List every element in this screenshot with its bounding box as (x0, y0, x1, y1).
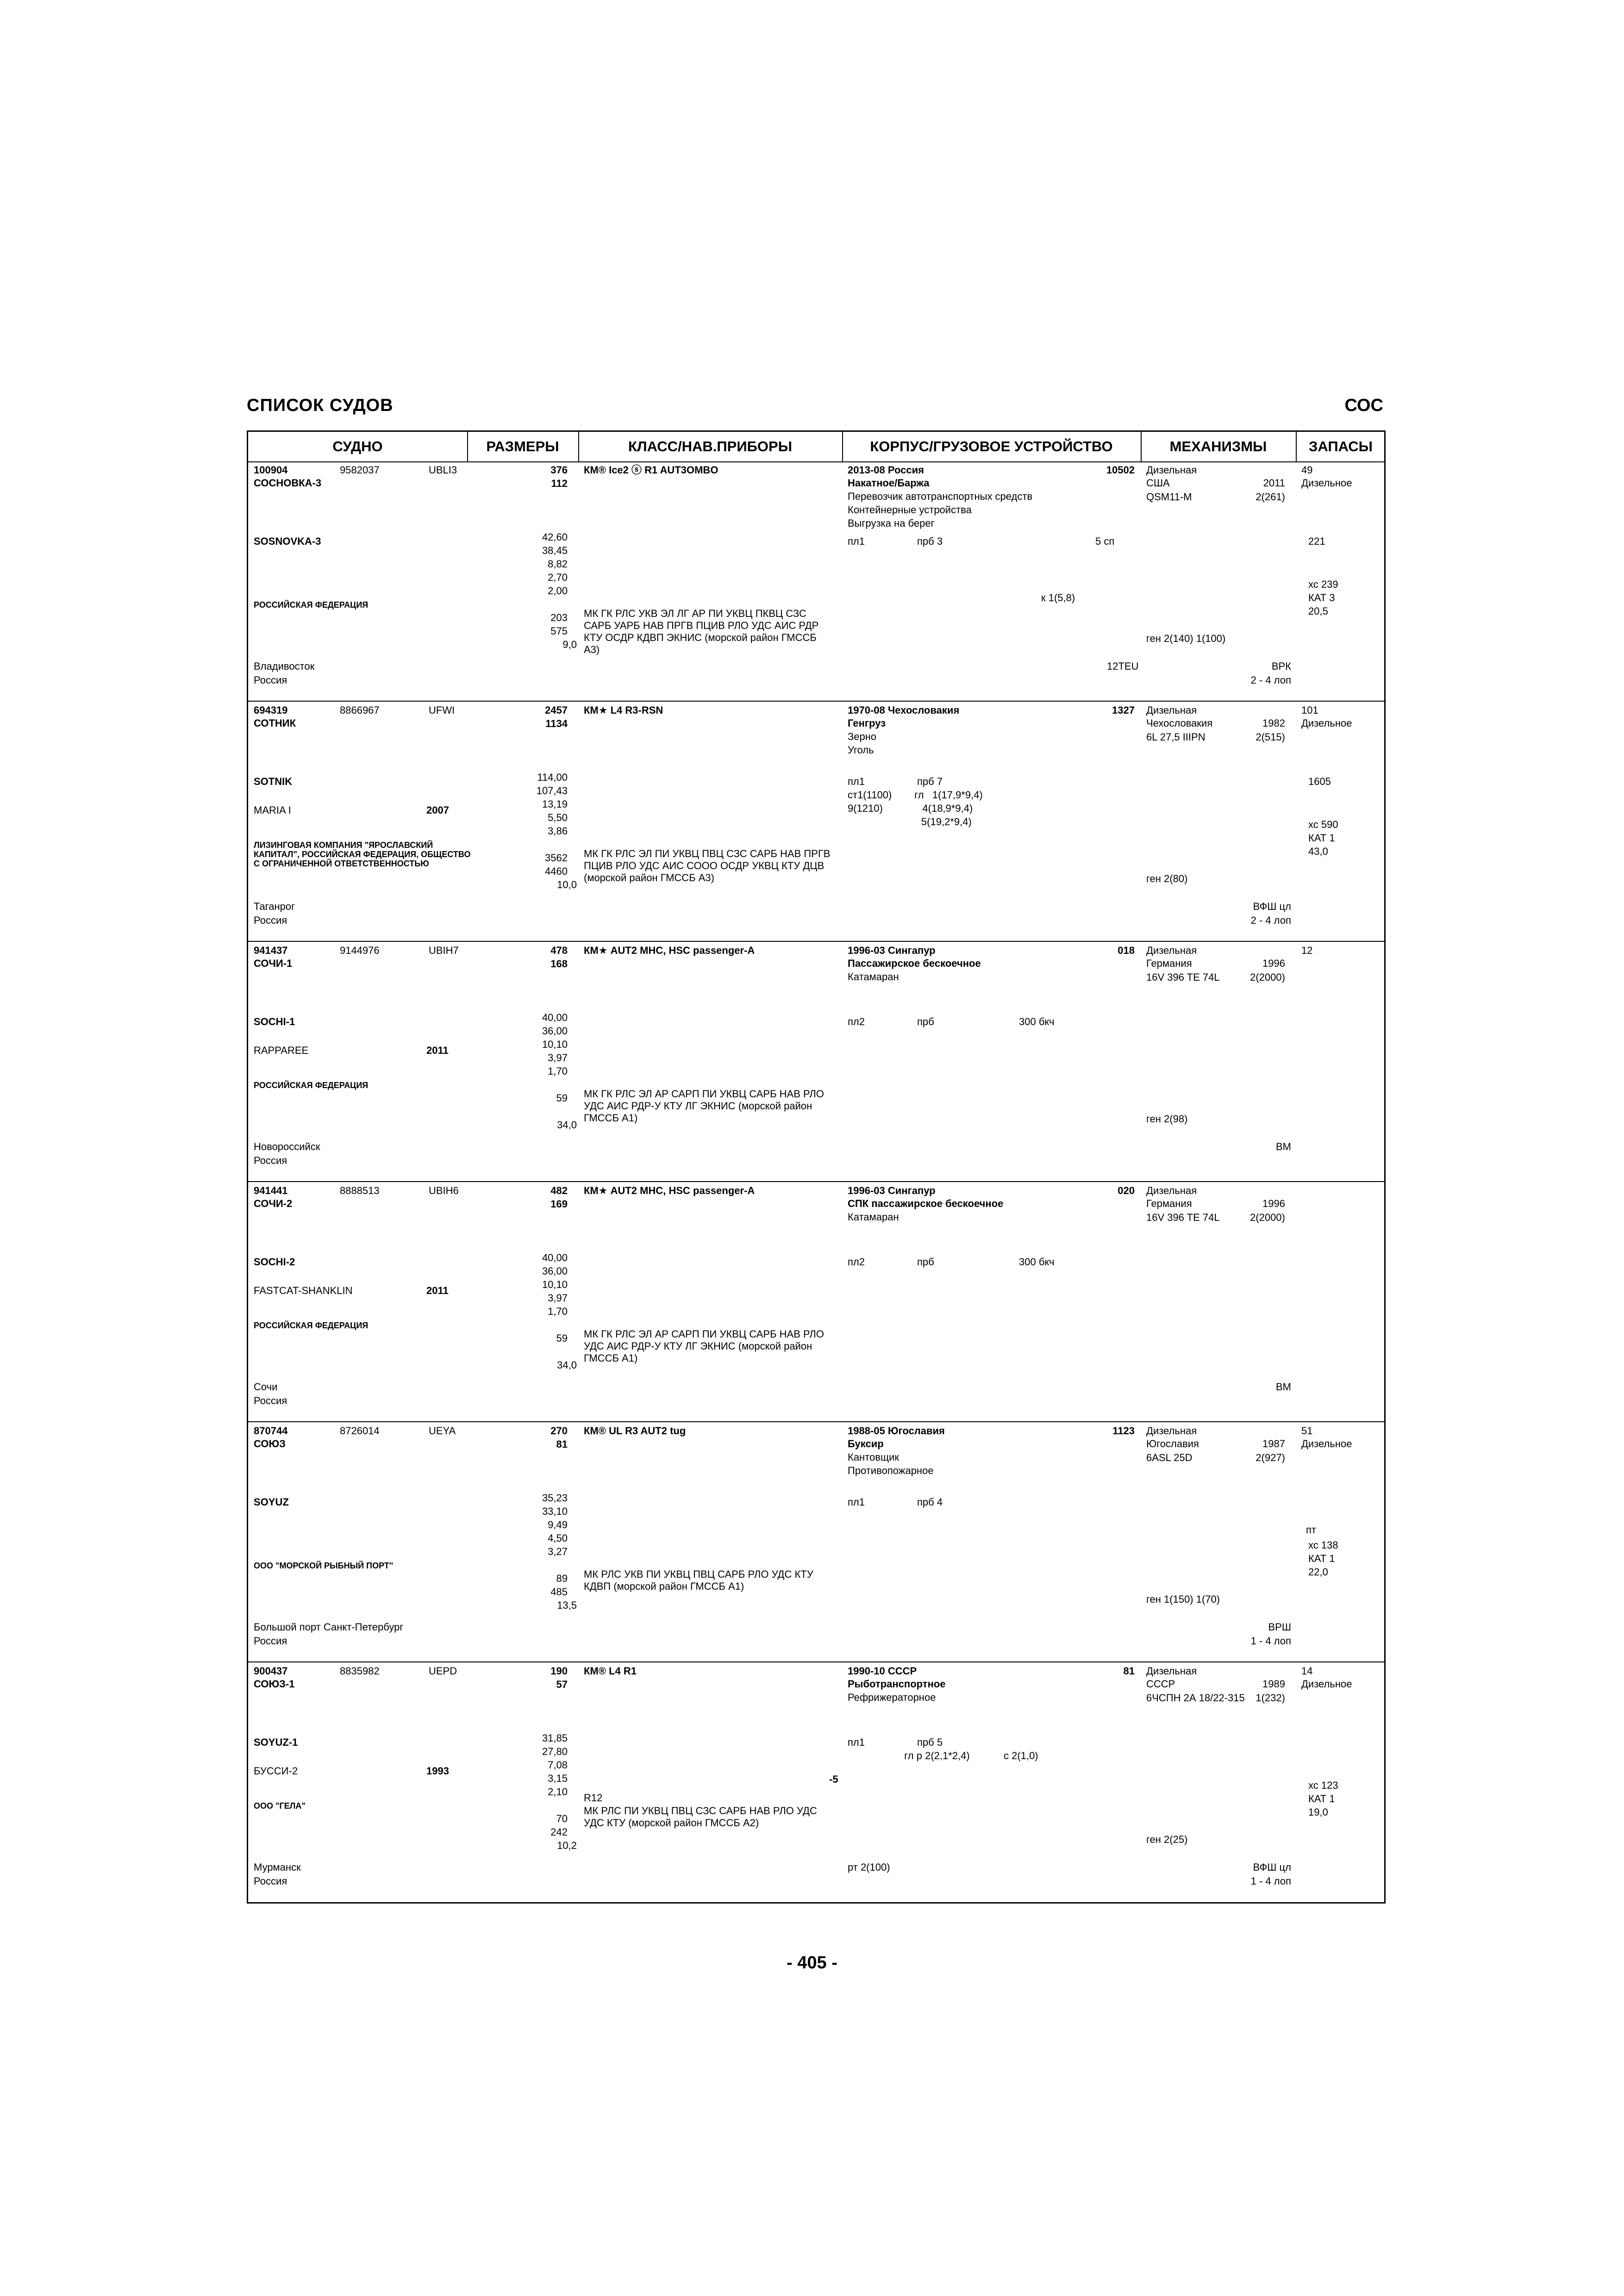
build-info: 1996-03 Сингапур (848, 1185, 936, 1196)
engine-model: 16V 396 TE 74L (1146, 971, 1220, 983)
nav-equipment: МК ГК РЛС ЭЛ ПИ УКВЦ ПВЦ СЗС САРБ НАВ ПРГВ ПЦИВ РЛО УДС АИС СООО ОСДР УКВЦ КТУ ДЦВ (морской район ГМССБ А3) (584, 848, 831, 884)
home-port: Таганрог (254, 901, 295, 912)
engine-country: Германия (1146, 1198, 1192, 1209)
imo-number: 8835982 (340, 1665, 380, 1677)
generators: ген 2(25) (1146, 1834, 1188, 1845)
col-header-hull: КОРПУС/ГРУЗОВОЕ УСТРОЙСТВО (870, 438, 1113, 454)
col-header-machinery: МЕХАНИЗМЫ (1169, 438, 1267, 454)
former-name-year: 2011 (426, 1045, 449, 1056)
propeller-blades: 1 - 4 лоп (1250, 1635, 1291, 1647)
class-notation: КМ® L4 R1 (584, 1665, 637, 1677)
engine-year: 1982 (1262, 717, 1285, 729)
generators: ген 2(98) (1146, 1113, 1188, 1125)
nav-equipment: МК ГК РЛС ЭЛ АР САРП ПИ УКВЦ САРБ НАВ РЛО УДС АИС РДР-У КТУ ЛГ ЭКНИС (морской район ГМССБ А1) (584, 1088, 824, 1124)
flag-country: Россия (254, 1155, 287, 1166)
engine-model: 6ASL 25D (1146, 1452, 1193, 1463)
class-notation: КМ® Ice2 ⓢ R1 AUT3OMBO (584, 464, 718, 476)
dimension-value: 3,27 (548, 1546, 568, 1557)
cargo-deck: пл2 (848, 1016, 865, 1027)
owner: РОССИЙСКАЯ ФЕДЕРАЦИЯ (254, 600, 369, 610)
dimension-value: 203 (550, 612, 568, 623)
dimension-value: 31,85 (542, 1732, 568, 1744)
registry-number: 941437 (254, 945, 288, 956)
gross-tonnage: 1327 (1112, 704, 1135, 716)
hull-type: Противопожарное (848, 1465, 934, 1476)
category: КАТ 1 (1308, 1553, 1335, 1564)
dimension-value: 2,70 (548, 572, 568, 583)
hull-type: СПК пассажирское бескоечное (848, 1198, 1004, 1209)
dimension-value: 4460 (545, 865, 568, 877)
dimension-value: 10,0 (557, 879, 577, 890)
dimension-value: 376 (550, 464, 568, 476)
autonomy-range: хс 138 (1308, 1539, 1338, 1551)
home-port: Сочи (254, 1381, 278, 1393)
fuel-type: Дизельное (1301, 1678, 1352, 1690)
dimension-value: 34,0 (557, 1359, 577, 1371)
dimension-value: 34,0 (557, 1119, 577, 1131)
fuel-type: Дизельное (1301, 717, 1352, 729)
fuel-type: Дизельное (1301, 1438, 1352, 1450)
nav-equipment: МК ГК РЛС ЭЛ АР САРП ПИ УКВЦ САРБ НАВ РЛО УДС АИС РДР-У КТУ ЛГ ЭКНИС (морской район ГМССБ А1) (584, 1328, 824, 1364)
call-sign: UFWI (429, 704, 455, 716)
dimension-value: 114,00 (537, 772, 568, 783)
supply-capacity: 14 (1301, 1665, 1313, 1677)
call-sign: UEYA (429, 1425, 456, 1437)
dimension-value: 3,15 (548, 1773, 568, 1784)
cargo-deck: пл1 (848, 1496, 865, 1508)
col-header-class: КЛАСС/НАВ.ПРИБОРЫ (628, 438, 793, 454)
imo-number: 8866967 (340, 704, 380, 716)
engine-power: 2(2000) (1250, 971, 1285, 983)
dimension-value: 33,10 (542, 1506, 568, 1517)
cargo-holds: ст1(1100) гл 1(17,9*9,4) (848, 789, 983, 801)
dimension-value: 190 (550, 1665, 568, 1677)
engine-country: СССР (1146, 1678, 1175, 1690)
vessel-name: СОЮЗ (254, 1438, 286, 1450)
category: КАТ 3 (1308, 592, 1335, 604)
dimension-value: 70 (556, 1813, 568, 1824)
nav-equipment: МК ГК РЛС УКВ ЭЛ ЛГ АР ПИ УКВЦ ПКВЦ СЗС САРБ УАРБ НАВ ПРГВ ПЦИВ РЛО УДС АИС РДР КТУ ОСДР КДВП ЭКНИС (морской район ГМССБ А3) (584, 608, 819, 655)
cargo-cranes: к 1(5,8) (1041, 592, 1075, 604)
dimension-value: 2,00 (548, 585, 568, 597)
speed: 43,0 (1308, 846, 1328, 857)
registry-number: 694319 (254, 704, 288, 716)
cargo-hatches: прб 5 (917, 1736, 943, 1748)
cargo-hatches: прб (917, 1256, 934, 1268)
hull-type: Катамаран (848, 971, 899, 983)
engine-country: Югославия (1146, 1438, 1199, 1450)
supply-tank: 221 (1308, 535, 1325, 547)
registry-number: 100904 (254, 464, 288, 476)
dimension-value: 36,00 (542, 1025, 568, 1037)
autonomy-range: хс 590 (1308, 819, 1338, 830)
speed: 20,5 (1308, 605, 1328, 617)
flag-country: Россия (254, 1875, 287, 1887)
propulsion: ВМ (1276, 1141, 1291, 1152)
engine-power: 1(232) (1255, 1692, 1285, 1704)
supply-capacity: 101 (1301, 704, 1318, 716)
imo-number: 8726014 (340, 1425, 380, 1437)
dimension-value: 40,00 (542, 1252, 568, 1263)
engine-country: Германия (1146, 958, 1192, 969)
registry-number: 870744 (254, 1425, 288, 1437)
hull-type: Генгруз (848, 717, 886, 729)
fuel-type: Дизельное (1301, 477, 1352, 489)
ice-mark: -5 (829, 1773, 838, 1785)
dimension-value: 9,49 (548, 1519, 568, 1531)
ship-register-table (247, 430, 1386, 1904)
registry-number: 941441 (254, 1185, 288, 1196)
dimension-value: 35,23 (542, 1492, 568, 1504)
build-info: 2013-08 Россия (848, 464, 924, 476)
col-header-supplies: ЗАПАСЫ (1308, 438, 1373, 454)
home-port: Новороссийск (254, 1141, 320, 1152)
engine-year: 1989 (1262, 1678, 1285, 1690)
engine-model: QSM11-M (1146, 491, 1192, 503)
vessel-latin-name: SOSNOVKA-3 (254, 535, 321, 547)
dimension-value: 478 (550, 945, 568, 956)
hull-type: Накатное/Баржа (848, 477, 930, 489)
supply-capacity: 49 (1301, 464, 1313, 476)
cargo-hatches: прб 4 (917, 1496, 943, 1508)
build-info: 1970-08 Чехословакия (848, 704, 960, 716)
dimension-value: 3562 (545, 852, 568, 864)
home-port: Большой порт Санкт-Петербург (254, 1621, 404, 1633)
former-name: БУССИ-2 (254, 1765, 298, 1777)
dimension-value: 575 (550, 625, 568, 637)
hull-type: Перевозчик автотранспортных средств (848, 491, 1033, 502)
propeller-blades: 2 - 4 лоп (1250, 915, 1291, 926)
class-notation: КМ★ L4 R3-RSN (584, 704, 663, 716)
dimension-value: 482 (550, 1185, 568, 1196)
speed: 19,0 (1308, 1806, 1328, 1818)
build-info: 1988-05 Югославия (848, 1425, 945, 1437)
former-name: FASTCAT-SHANKLIN (254, 1285, 353, 1296)
vessel-latin-name: SOCHI-1 (254, 1016, 295, 1027)
flag-country: Россия (254, 674, 287, 686)
generators: ген 1(150) 1(70) (1146, 1593, 1220, 1605)
dimension-value: 3,97 (548, 1292, 568, 1304)
vessel-name: СОЧИ-1 (254, 958, 293, 969)
vessel-record (248, 1422, 1384, 1662)
hull-type: Уголь (848, 744, 874, 756)
vessel-record (248, 942, 1384, 1182)
dimension-value: 27,80 (542, 1746, 568, 1757)
dimension-value: 36,00 (542, 1265, 568, 1277)
propulsion: ВФШ цл (1253, 901, 1291, 912)
engine-year: 1987 (1262, 1438, 1285, 1450)
hull-type: Пассажирское бескоечное (848, 958, 981, 969)
vessel-name: СОСНОВКА-3 (254, 477, 322, 489)
refrigeration: рт 2(100) (848, 1861, 890, 1873)
supply-tank: 1605 (1308, 776, 1331, 787)
former-name: RAPPAREE (254, 1045, 309, 1056)
cargo-deck: пл1 (848, 1736, 865, 1748)
dimension-value: 5,50 (548, 812, 568, 823)
dimension-value: 8,82 (548, 558, 568, 570)
vessel-name: СОЮЗ-1 (254, 1678, 295, 1690)
gross-tonnage: 81 (1123, 1665, 1135, 1677)
category: КАТ 1 (1308, 1793, 1335, 1804)
imo-number: 9582037 (340, 464, 380, 476)
flag-country: Россия (254, 1635, 287, 1647)
dimension-value: 38,45 (542, 545, 568, 556)
vessel-latin-name: SOYUZ-1 (254, 1736, 298, 1748)
engine-type: Дизельная (1146, 945, 1197, 956)
cargo-holds: 9(1210) 4(18,9*9,4) (848, 803, 973, 814)
dimension-value: 89 (556, 1573, 568, 1584)
cargo-capacity: 300 бкч (1019, 1016, 1055, 1027)
engine-type: Дизельная (1146, 1185, 1197, 1196)
dimension-value: 485 (550, 1586, 568, 1598)
dimension-value: 2457 (545, 704, 568, 716)
col-header-dimensions: РАЗМЕРЫ (486, 438, 559, 454)
dimension-value: 81 (556, 1438, 568, 1450)
dimension-value: 13,19 (542, 798, 568, 810)
propulsion: ВМ (1276, 1381, 1291, 1393)
former-name-year: 2007 (426, 804, 449, 816)
engine-power: 2(261) (1255, 491, 1285, 503)
hull-type: Кантовщик (848, 1451, 899, 1463)
owner: ЛИЗИНГОВАЯ КОМПАНИЯ "ЯРОСЛАВСКИЙ КАПИТАЛ", РОССИЙСКАЯ ФЕДЕРАЦИЯ, ОБЩЕСТВО С ОГРАНИЧЕННОЙ ОТВЕТСТВЕННОСТЬЮ (254, 840, 471, 868)
vessel-name: СОТНИК (254, 717, 296, 729)
call-sign: UBIH7 (429, 945, 459, 956)
class-notation: КМ★ AUT2 MHC, HSC passenger-A (584, 945, 755, 956)
build-info: 1996-03 Сингапур (848, 945, 936, 956)
dimension-value: 4,50 (548, 1532, 568, 1544)
flag-country: Россия (254, 915, 287, 926)
engine-model: 6ЧСПН 2А 18/22-315 (1146, 1692, 1245, 1704)
engine-year: 1996 (1262, 1198, 1285, 1209)
dimension-value: 3,97 (548, 1052, 568, 1064)
former-name-year: 2011 (426, 1285, 449, 1296)
nav-equipment: МК РЛС УКВ ПИ УКВЦ ПВЦ САРБ РЛО УДС КТУ КДВП (морской район ГМССБ А1) (584, 1568, 813, 1592)
propulsion: ВРК (1271, 660, 1291, 672)
vessel-latin-name: SOTNIK (254, 776, 293, 787)
cargo-capacity: 300 бкч (1019, 1256, 1055, 1268)
dimension-value: 242 (550, 1826, 568, 1838)
hull-type: Катамаран (848, 1211, 899, 1223)
engine-year: 1996 (1262, 958, 1285, 969)
cargo-deck: пл2 (848, 1256, 865, 1268)
owner: ООО "ГЕЛА" (254, 1801, 306, 1811)
propeller-blades: 2 - 4 лоп (1250, 674, 1291, 686)
propulsion: ВРШ (1268, 1621, 1291, 1633)
call-sign: UBIH6 (429, 1185, 459, 1196)
dimension-value: 40,00 (542, 1012, 568, 1023)
class-notation: КМ® UL R3 AUT2 tug (584, 1425, 686, 1437)
hull-type: Контейнерные устройства (848, 504, 972, 516)
dimension-value: 59 (556, 1092, 568, 1104)
dimension-value: 9,0 (562, 639, 577, 650)
gross-tonnage: 1123 (1112, 1425, 1135, 1437)
engine-type: Дизельная (1146, 464, 1197, 476)
hull-type: Рефрижераторное (848, 1692, 936, 1703)
vessel-record (248, 1182, 1384, 1422)
dimension-value: 2,10 (548, 1786, 568, 1798)
propulsion: ВФШ цл (1253, 1861, 1291, 1873)
registry-number: 900437 (254, 1665, 288, 1677)
engine-model: 16V 396 TE 74L (1146, 1212, 1220, 1223)
cargo-holds: 5(19,2*9,4) (848, 816, 972, 828)
r-class: R12 (584, 1792, 603, 1804)
home-port: Мурманск (254, 1861, 301, 1873)
dimension-value: 1,70 (548, 1065, 568, 1077)
call-sign: UEPD (429, 1665, 457, 1677)
supply-capacity: 51 (1301, 1425, 1313, 1437)
call-sign: UBLI3 (429, 464, 457, 476)
container-capacity: 12TEU (1107, 660, 1139, 672)
imo-number: 9144976 (340, 945, 380, 956)
home-port: Владивосток (254, 660, 315, 672)
cargo-hatches: прб (917, 1016, 934, 1027)
dimension-value: 270 (550, 1425, 568, 1437)
propeller-blades: 1 - 4 лоп (1250, 1875, 1291, 1887)
dimension-value: 107,43 (536, 785, 568, 796)
dimension-value: 57 (556, 1679, 568, 1690)
build-info: 1990-10 СССР (848, 1665, 917, 1677)
dimension-value: 168 (550, 958, 568, 970)
vessel-record (248, 702, 1384, 942)
dimension-value: 1134 (545, 718, 568, 729)
hull-type: Буксир (848, 1438, 884, 1450)
engine-type: Дизельная (1146, 1665, 1197, 1677)
owner: ООО "МОРСКОЙ РЫБНЫЙ ПОРТ" (254, 1561, 394, 1570)
col-header-vessel: СУДНО (332, 438, 383, 454)
owner: РОССИЙСКАЯ ФЕДЕРАЦИЯ (254, 1081, 369, 1090)
cargo-hatches: прб 3 (917, 535, 943, 547)
former-name: MARIA I (254, 804, 291, 816)
dimension-value: 42,60 (542, 531, 568, 543)
hull-type: Рыботранспортное (848, 1678, 946, 1690)
vessel-record (248, 461, 1384, 702)
dimension-value: 10,10 (542, 1039, 568, 1050)
dimension-value: 1,70 (548, 1306, 568, 1317)
generators: ген 2(80) (1146, 873, 1188, 884)
flag-country: Россия (254, 1395, 287, 1406)
imo-number: 8888513 (340, 1185, 380, 1196)
category: КАТ 1 (1308, 832, 1335, 844)
section-code: СОС (1344, 396, 1383, 415)
page-title: СПИСОК СУДОВ (247, 396, 394, 415)
class-notation: КМ★ AUT2 MHC, HSC passenger-A (584, 1185, 755, 1196)
gross-tonnage: 018 (1118, 945, 1135, 956)
supply-capacity: 12 (1301, 945, 1313, 956)
supply-note: пт (1306, 1524, 1316, 1536)
gross-tonnage: 020 (1118, 1185, 1135, 1196)
vessel-latin-name: SOCHI-2 (254, 1256, 295, 1268)
cargo-deck: пл1 (848, 535, 865, 547)
engine-power: 2(927) (1255, 1452, 1285, 1463)
generators: ген 2(140) 1(100) (1146, 633, 1226, 644)
cargo-deck: пл1 (848, 776, 865, 787)
gross-tonnage: 10502 (1106, 464, 1135, 476)
engine-type: Дизельная (1146, 1425, 1197, 1437)
dimension-value: 112 (551, 478, 568, 489)
dimension-value: 10,2 (557, 1840, 577, 1851)
autonomy-range: хс 123 (1308, 1780, 1338, 1791)
dimension-value: 13,5 (557, 1599, 577, 1611)
engine-country: США (1146, 477, 1170, 489)
dimension-value: 169 (550, 1198, 568, 1210)
engine-year: 2011 (1263, 477, 1285, 489)
vessel-name: СОЧИ-2 (254, 1198, 293, 1209)
autonomy-range: хс 239 (1308, 579, 1338, 590)
nav-equipment: МК РЛС ПИ УКВЦ ПВЦ СЗС САРБ НАВ РЛО УДС УДС КТУ (морской район ГМССБ А2) (584, 1805, 817, 1829)
dimension-value: 59 (556, 1332, 568, 1344)
vessel-record (248, 1662, 1384, 1902)
hull-type: Выгрузка на берег (848, 517, 935, 529)
cargo-hatches: прб 7 (917, 776, 943, 787)
hull-type: Зерно (848, 731, 877, 742)
engine-country: Чехословакия (1146, 717, 1213, 729)
dimension-value: 3,86 (548, 825, 568, 837)
cargo-extra-count: 5 сп (1095, 535, 1115, 547)
engine-power: 2(515) (1255, 731, 1285, 743)
dimension-value: 7,08 (548, 1759, 568, 1771)
engine-power: 2(2000) (1250, 1212, 1285, 1223)
table-header (248, 432, 1384, 462)
dimension-value: 10,10 (542, 1279, 568, 1290)
vessel-latin-name: SOYUZ (254, 1496, 289, 1508)
page-number: - 405 - (787, 1953, 837, 1972)
owner: РОССИЙСКАЯ ФЕДЕРАЦИЯ (254, 1321, 369, 1330)
engine-model: 6L 27,5 IIIPN (1146, 731, 1206, 743)
former-name-year: 1993 (426, 1765, 449, 1777)
speed: 22,0 (1308, 1566, 1328, 1578)
engine-type: Дизельная (1146, 704, 1197, 716)
cargo-holds: гл р 2(2,1*2,4) с 2(1,0) (848, 1750, 1038, 1761)
